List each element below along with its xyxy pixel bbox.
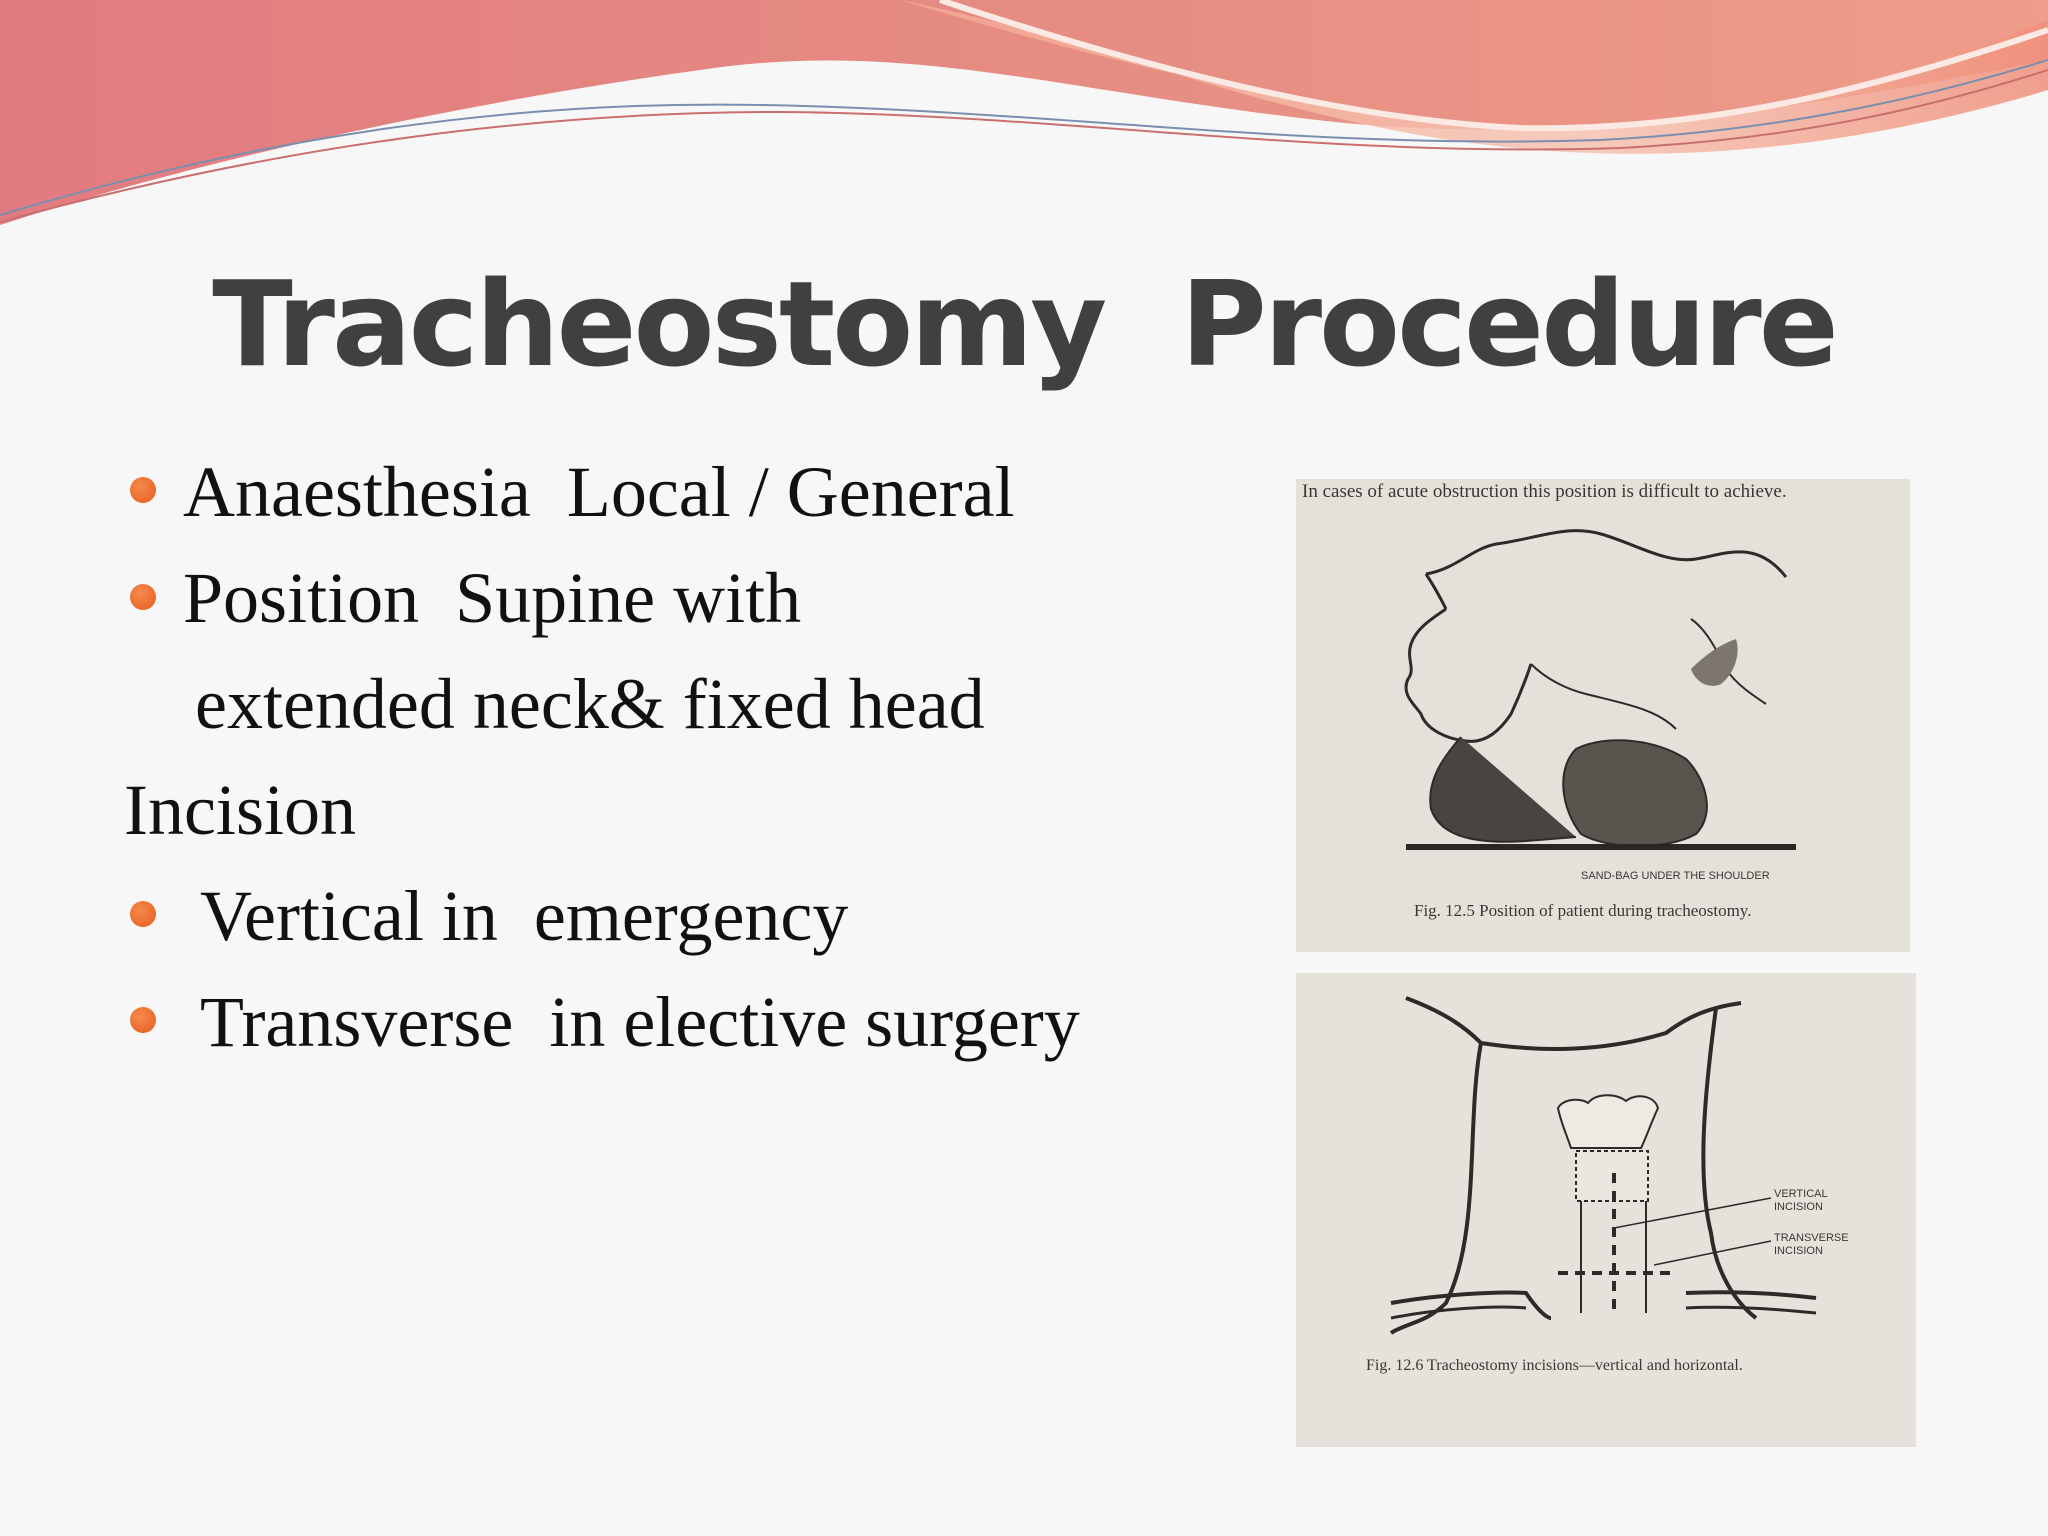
list-item: Vertical in emergency: [200, 876, 849, 956]
figure-label: SAND-BAG UNDER THE SHOULDER: [1581, 870, 1770, 882]
figure-patient-position: [1296, 479, 1910, 952]
list-item-continuation: extended neck& fixed head: [195, 664, 985, 744]
slide-title: Tracheostomy Procedure: [212, 255, 1836, 393]
figure-tracheostomy-incisions: [1296, 973, 1916, 1447]
list-item: Anaesthesia Local / General: [183, 452, 1015, 532]
label-transverse: TRANSVERSE: [1774, 1232, 1849, 1244]
figure-caption: Fig. 12.6 Tracheostomy incisions—vertical and horizontal.: [1366, 1357, 1743, 1374]
label-transverse-incision: INCISION: [1774, 1245, 1823, 1257]
label-vertical: VERTICAL: [1774, 1188, 1828, 1200]
list-item: Transverse in elective surgery: [200, 982, 1080, 1062]
list-item: Position Supine with: [183, 558, 802, 638]
bullet-dot-icon: [130, 901, 156, 927]
label-vertical-incision: INCISION: [1774, 1201, 1823, 1213]
bullet-dot-icon: [130, 1007, 156, 1033]
bullet-dot-icon: [130, 477, 156, 503]
section-label: Incision: [124, 770, 356, 850]
figure-caption: Fig. 12.5 Position of patient during tracheostomy.: [1414, 901, 1752, 920]
bullet-dot-icon: [130, 584, 156, 610]
header-wave-decoration: [0, 0, 2048, 240]
figure-top-text: In cases of acute obstruction this position is difficult to achieve.: [1302, 481, 1787, 502]
